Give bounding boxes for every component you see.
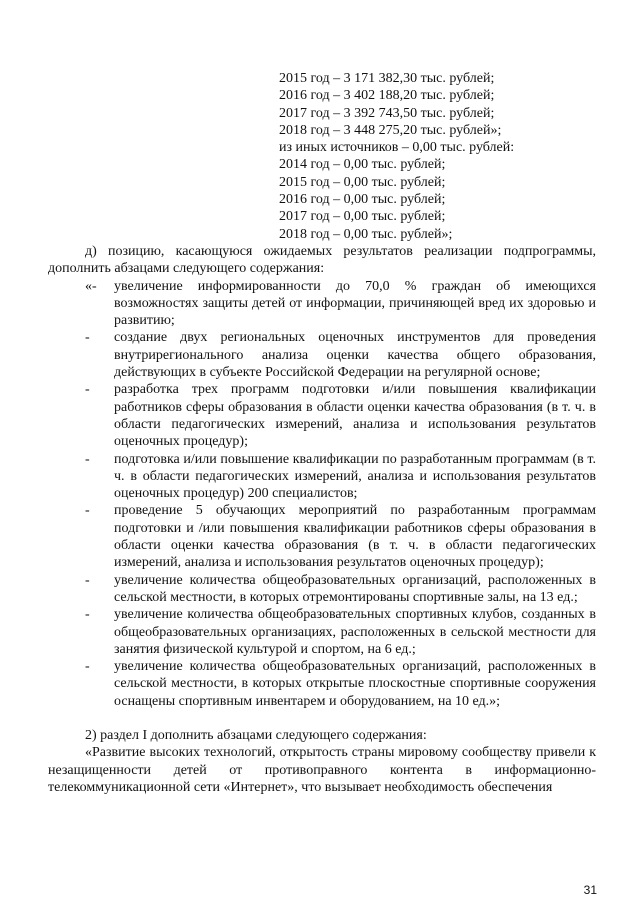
list-marker: - bbox=[85, 503, 90, 519]
list-item bbox=[48, 606, 596, 658]
list-marker: - bbox=[85, 330, 90, 346]
funding-line: 2017 год – 0,00 тыс. рублей; bbox=[279, 209, 446, 225]
list-marker: - bbox=[85, 382, 90, 398]
paragraph-d: д) позицию, касающуюся ожидаемых результатов реализации подпрограммы, дополнить абзацами следующего содержания: bbox=[48, 244, 596, 277]
funding-line: 2014 год – 0,00 тыс. рублей; bbox=[279, 157, 446, 173]
funding-line: 2018 год – 0,00 тыс. рублей»; bbox=[279, 226, 453, 242]
list-item bbox=[48, 572, 596, 607]
list-item-text: увеличение количества общеобразовательных организаций, расположенных в сельской местности, в которых открытые плоскостные спортивные сооружения оснащены спортивным инвентарем и оборудованием, на 10 ед.»; bbox=[114, 659, 596, 709]
list-item bbox=[48, 329, 596, 381]
list-marker: - bbox=[85, 659, 90, 675]
funding-line: 2018 год – 3 448 275,20 тыс. рублей»; bbox=[279, 122, 502, 138]
list-item bbox=[48, 381, 596, 450]
funding-line: 2016 год – 3 402 188,20 тыс. рублей; bbox=[279, 88, 495, 104]
paragraph-quote: «Развитие высоких технологий, открытость страны мировому сообществу привели к незащищенности детей от противоправного контента в информационно-телекоммуникационной сети «Интернет», что вызывает необходимость обеспечения bbox=[48, 745, 596, 795]
list-item-text: подготовка и/или повышение квалификации по разработанным программам (в т. ч. в области педагогических измерений, анализа и использования результатов оценочных процедур) 200 специалистов; bbox=[114, 451, 596, 502]
list-item-text: увеличение количества общеобразовательных организаций, расположенных в сельской местности, в которых отремонтированы спортивные залы, на 13 ед.; bbox=[114, 572, 596, 605]
list-item-text: разработка трех программ подготовки и/или повышения квалификации работников сферы образования в области оценки качества образования (в т. ч. в области педагогических измерений, анализа и использования результатов оценочных процедур); bbox=[114, 382, 596, 450]
list-item bbox=[48, 502, 596, 571]
list-item-text: проведение 5 обучающих мероприятий по разработанным программам подготовки и /или повышения квалификации работников сферы образования в области оценки качества образования (в т. ч. в области педагогических измерений, анализа и использования результатов оценочных процедур); bbox=[114, 503, 596, 571]
list-marker: «- bbox=[85, 278, 97, 294]
list-item-text: увеличение количества общеобразовательных спортивных клубов, созданных в общеобразовательных организациях, расположенных в сельской местности для занятия физической культурой и спортом, на 6 ед.; bbox=[114, 607, 596, 657]
funding-lines bbox=[279, 70, 599, 243]
list-item bbox=[48, 278, 596, 330]
list-item-text: создание двух региональных оценочных инструментов для проведения внутрирегионального анализа оценки качества общего образования, действующих в субъекте Российской Федерации на регулярной основе; bbox=[114, 330, 596, 381]
funding-line: 2015 год – 3 171 382,30 тыс. рублей; bbox=[279, 71, 495, 86]
document-body bbox=[48, 243, 596, 796]
list-marker: - bbox=[85, 572, 90, 588]
list-item bbox=[48, 658, 596, 710]
paragraph-2: 2) раздел I дополнить абзацами следующего содержания: bbox=[85, 728, 427, 744]
list-marker: - bbox=[85, 451, 90, 467]
funding-line: 2017 год – 3 392 743,50 тыс. рублей; bbox=[279, 105, 495, 121]
funding-line: 2015 год – 0,00 тыс. рублей; bbox=[279, 174, 446, 190]
page-number: 31 bbox=[583, 883, 597, 897]
list-item bbox=[48, 451, 596, 503]
paragraph-gap bbox=[48, 710, 596, 727]
funding-line: 2016 год – 0,00 тыс. рублей; bbox=[279, 192, 446, 208]
funding-line: из иных источников – 0,00 тыс. рублей: bbox=[279, 140, 515, 156]
list-marker: - bbox=[85, 607, 90, 623]
list-item-text: увеличение информированности до 70,0 % граждан об имеющихся возможностях защиты детей от информации, причиняющей вред их здоровью и развитию; bbox=[114, 278, 596, 329]
